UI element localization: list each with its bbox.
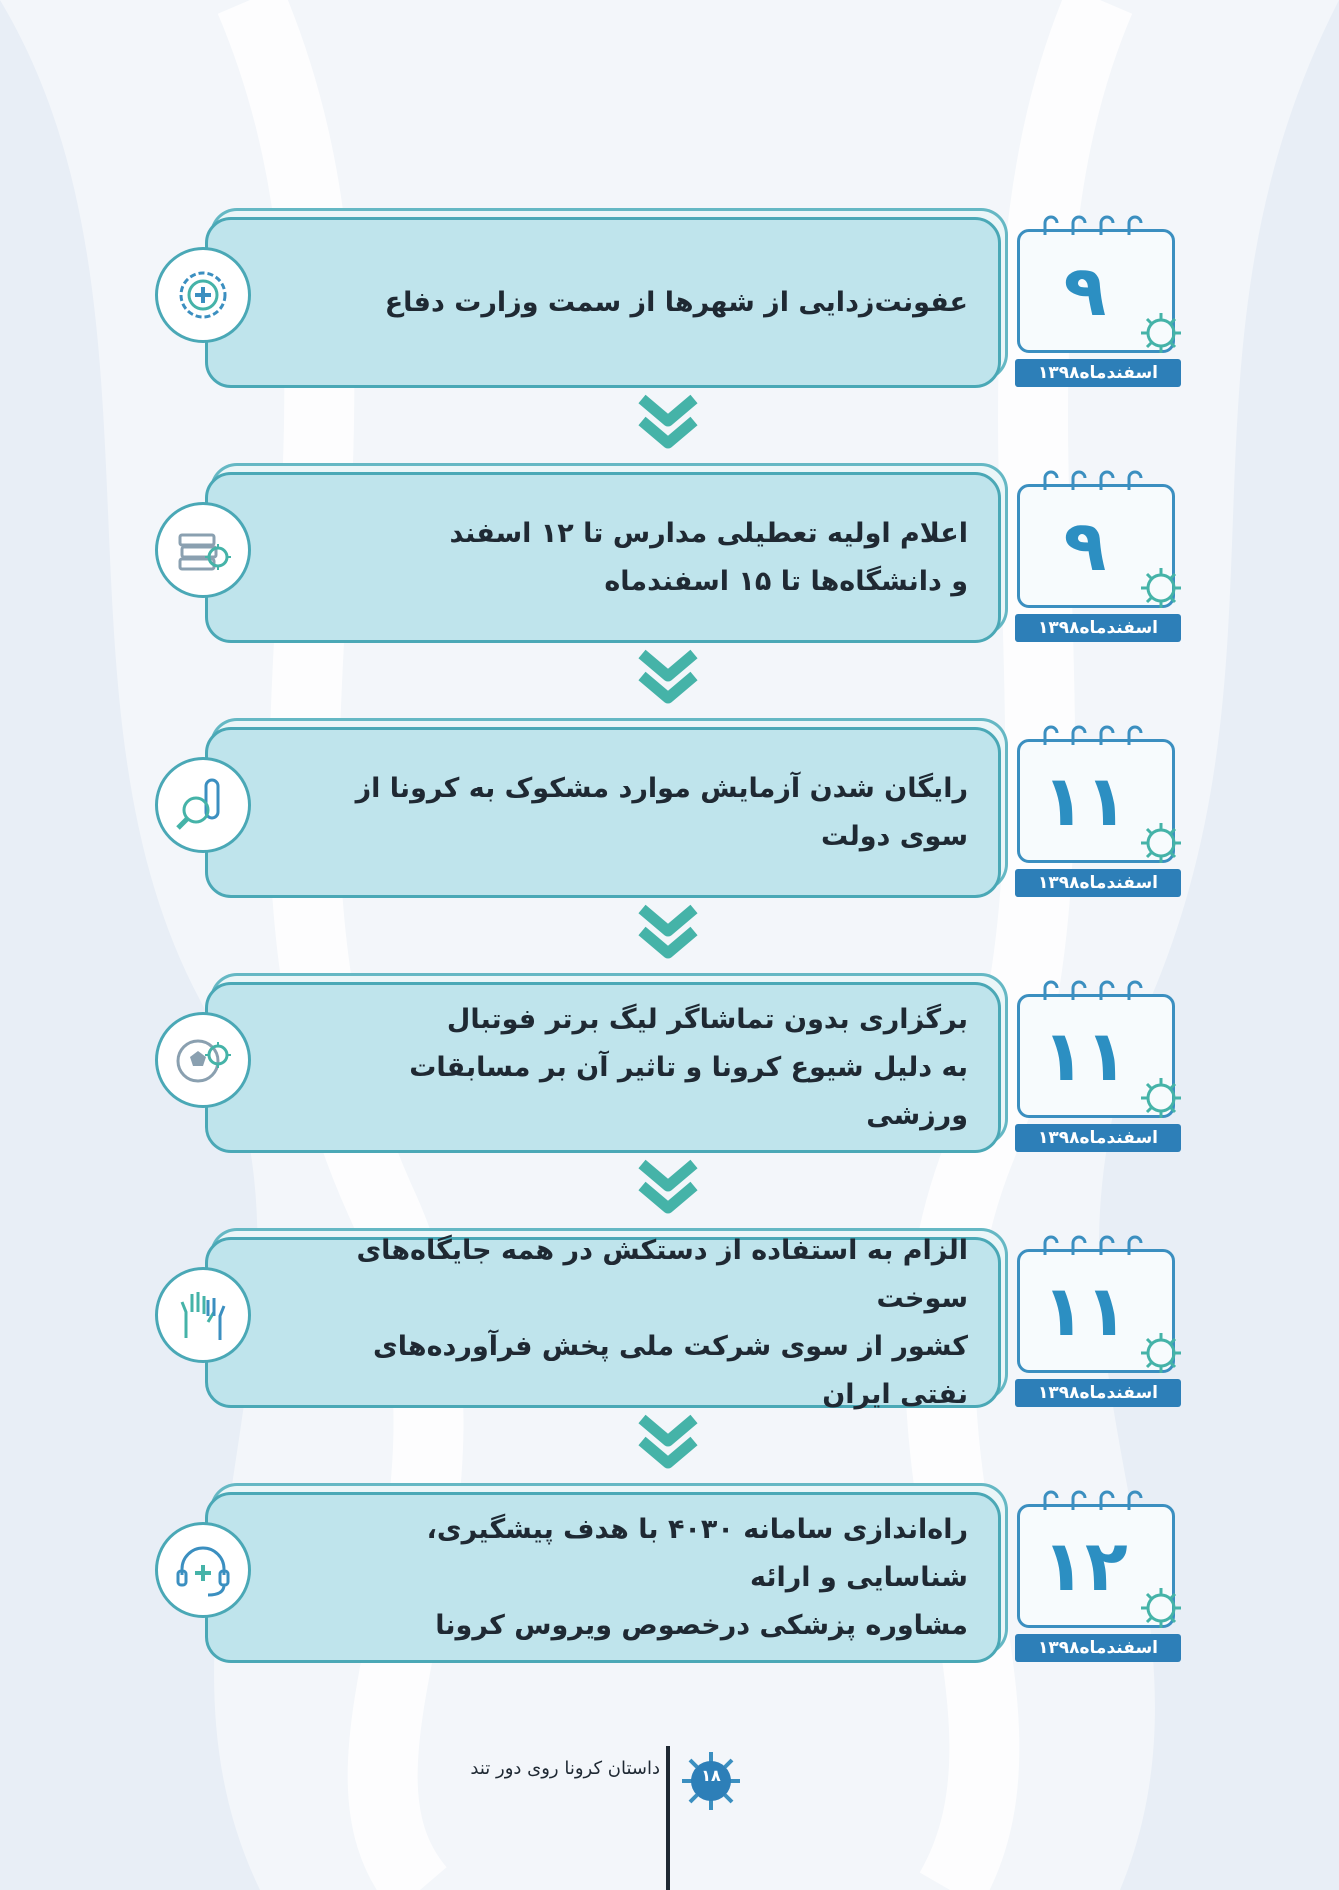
virus-icon <box>1137 1329 1185 1377</box>
calendar-rings-icon <box>1037 723 1147 753</box>
event-text: راه‌اندازی سامانه ۴۰۳۰ با هدف پیشگیری، شناسایی و ارائه مشاوره پزشکی درخصوص ویروس کرونا <box>426 1513 968 1641</box>
calendar-month: اسفندماه۱۳۹۸ <box>1015 869 1181 897</box>
calendar-date <box>1015 217 1183 389</box>
event-card <box>205 217 1001 388</box>
books-virus-icon <box>155 502 251 598</box>
calendar-rings-icon <box>1037 1488 1147 1518</box>
footer-divider <box>666 1746 670 1890</box>
virus-icon <box>1137 309 1185 357</box>
calendar-month: اسفندماه۱۳۹۸ <box>1015 359 1181 387</box>
event-text: عفونت‌زدایی از شهرها از سمت وزارت دفاع <box>384 286 968 318</box>
timeline-event <box>155 715 1185 905</box>
virus-icon <box>1137 1074 1185 1122</box>
event-card <box>205 1234 1001 1410</box>
calendar-month: اسفندماه۱۳۹۸ <box>1015 1634 1181 1662</box>
headset-medical-icon <box>155 1522 251 1618</box>
page-number: ۱۸ <box>701 1766 721 1785</box>
calendar-date <box>1015 472 1183 644</box>
calendar-date <box>1015 727 1183 899</box>
virus-icon <box>1137 564 1185 612</box>
event-text: برگزاری بدون تماشاگر لیگ برتر فوتبال به دلیل شیوع کرونا و تاثیر آن بر مسابقات ورزشی <box>409 1003 968 1131</box>
calendar-date <box>1015 982 1183 1154</box>
event-text: الزام به استفاده از دستکش در همه جایگاه‌های سوخت کشور از سوی شرکت ملی پخش فرآورده‌های نفتی ایران <box>356 1234 968 1410</box>
calendar-day: ۱۲ <box>1042 1525 1128 1607</box>
chevron-down-icon <box>636 648 700 708</box>
calendar-date <box>1015 1237 1183 1409</box>
footer-title: داستان کرونا روی دور تند <box>470 1758 660 1779</box>
gloves-icon <box>155 1267 251 1363</box>
calendar-month: اسفندماه۱۳۹۸ <box>1015 614 1181 642</box>
calendar-rings-icon <box>1037 468 1147 498</box>
timeline-event <box>155 970 1185 1160</box>
calendar-day: ۱۱ <box>1042 1015 1128 1097</box>
calendar-month: اسفندماه۱۳۹۸ <box>1015 1124 1181 1152</box>
virus-icon <box>1137 819 1185 867</box>
calendar-date <box>1015 1492 1183 1664</box>
test-tube-magnifier-icon <box>155 757 251 853</box>
calendar-rings-icon <box>1037 1233 1147 1263</box>
virus-icon <box>1137 1584 1185 1632</box>
calendar-rings-icon <box>1037 978 1147 1008</box>
calendar-day: ۱۱ <box>1042 760 1128 842</box>
calendar-rings-icon <box>1037 213 1147 243</box>
chevron-down-icon <box>636 1158 700 1218</box>
football-virus-icon <box>155 1012 251 1108</box>
chevron-down-icon <box>636 1413 700 1473</box>
timeline-event <box>155 1225 1185 1415</box>
timeline-event <box>155 460 1185 650</box>
event-card <box>205 982 1001 1153</box>
calendar-day: ۱۱ <box>1042 1270 1128 1352</box>
timeline-event <box>155 205 1185 395</box>
calendar-day: ۹ <box>1063 250 1107 332</box>
timeline-event <box>155 1480 1185 1670</box>
chevron-down-icon <box>636 903 700 963</box>
calendar-day: ۹ <box>1063 505 1107 587</box>
event-text: اعلام اولیه تعطیلی مدارس تا ۱۲ اسفند و دانشگاه‌ها تا ۱۵ اسفندماه <box>449 517 968 597</box>
event-card <box>205 1492 1001 1663</box>
event-card <box>205 472 1001 643</box>
calendar-month: اسفندماه۱۳۹۸ <box>1015 1379 1181 1407</box>
gear-plus-icon <box>155 247 251 343</box>
event-text: رایگان شدن آزمایش موارد مشکوک به کرونا از سوی دولت <box>355 772 968 852</box>
chevron-down-icon <box>636 393 700 453</box>
event-card <box>205 727 1001 898</box>
